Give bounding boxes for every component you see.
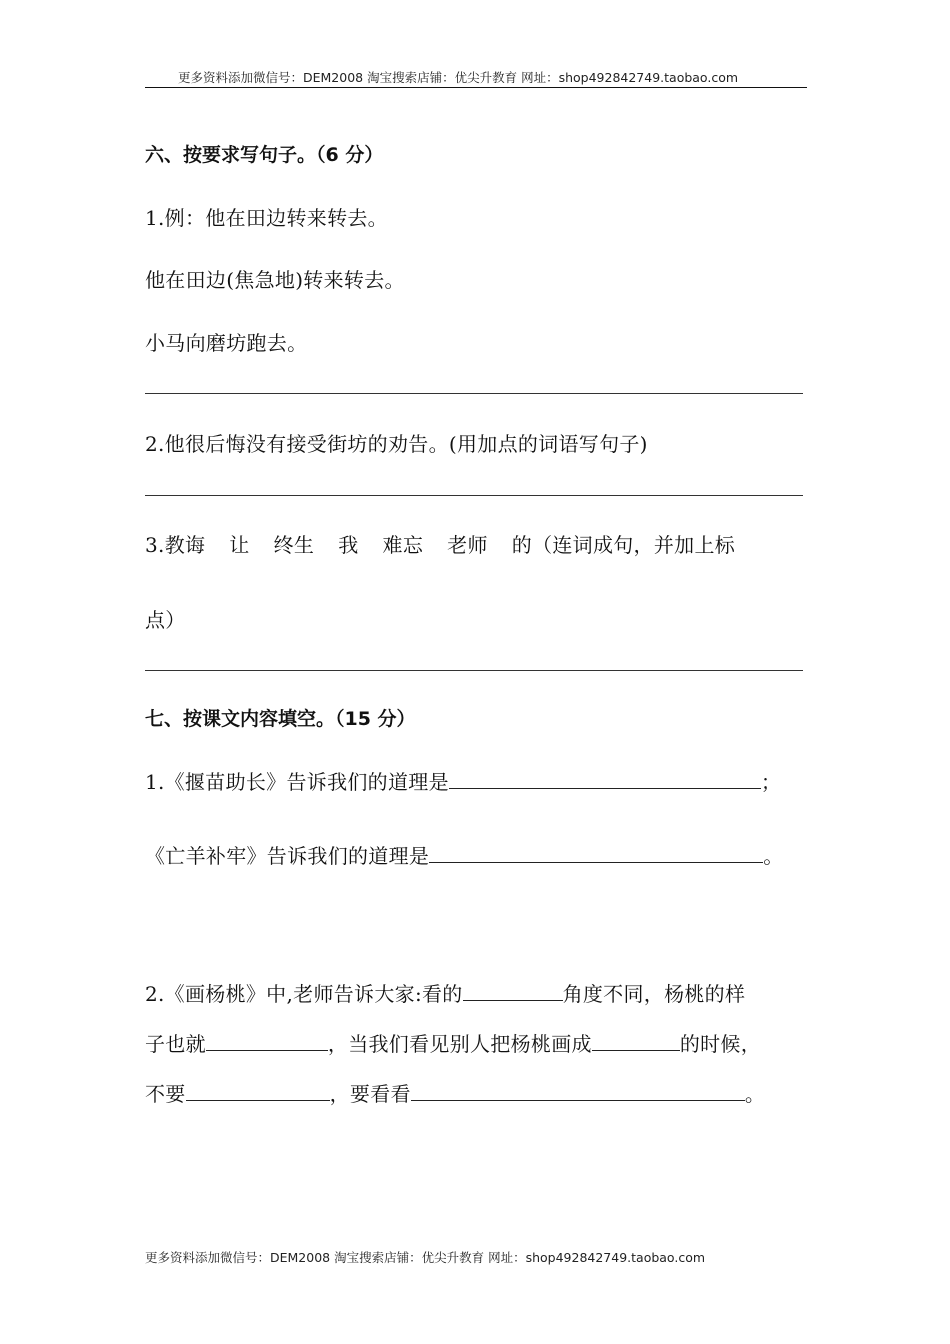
s7-q1b-blank[interactable] [429, 842, 763, 863]
s7-q2-blank-4[interactable] [186, 1080, 330, 1101]
s7-q1a-blank[interactable] [449, 768, 761, 789]
q3-word: 难忘 [382, 533, 424, 557]
q3-instruction: （连词成句，并加上标 [532, 533, 736, 557]
s7-q2-l3c: 。 [744, 1082, 766, 1106]
s7-q2-l3a: 不要 [145, 1082, 186, 1106]
s7-q2-l2a: 子也就 [145, 1032, 206, 1056]
q3-instruction-cont: 点） [145, 608, 186, 632]
s7-q1b-end: 。 [763, 844, 784, 868]
q1-example: 1.例：他在田边转来转去。 [145, 206, 388, 230]
q3-word: 我 [338, 533, 359, 557]
s7-q2-line-1 [145, 978, 745, 1007]
s7-q1a-lead: 1.《揠苗助长》告诉我们的道理是 [145, 770, 449, 794]
q1-answer-line[interactable] [145, 393, 803, 394]
section-7-title: 七、按课文内容填空。（15 分） [145, 708, 416, 730]
s7-q1-line-b [145, 840, 784, 869]
s7-q2-l1a: 2.《画杨桃》中,老师告诉大家:看的 [145, 982, 463, 1006]
section-6-title: 六、按要求写句子。（6 分） [145, 144, 384, 166]
s7-q2-l3b: ，要看看 [329, 1082, 411, 1106]
page-header: 更多资料添加微信号：DEM2008 淘宝搜索店铺：优尖升教育 网址：shop492842749.taobao.com [178, 70, 739, 85]
q1-prompt: 小马向磨坊跑去。 [145, 331, 308, 355]
q3-answer-line[interactable] [145, 670, 803, 671]
q3-number: 3. [145, 533, 165, 557]
s7-q2-blank-2[interactable] [206, 1030, 328, 1051]
header-rule [145, 87, 807, 88]
s7-q2-l1b: 角度不同，杨桃的样 [562, 982, 746, 1006]
q2-answer-line[interactable] [145, 495, 803, 496]
s7-q1a-end: ； [760, 770, 782, 794]
q3-word: 教诲 [164, 533, 206, 557]
s7-q2-blank-1[interactable] [463, 980, 563, 1001]
s7-q2-line-3 [145, 1078, 765, 1107]
s7-q2-blank-3[interactable] [592, 1030, 680, 1051]
s7-q1-line-a [145, 766, 781, 795]
q3-prompt [145, 529, 735, 558]
q3-word: 终生 [273, 533, 315, 557]
s7-q1b-lead: 《亡羊补牢》告诉我们的道理是 [145, 844, 430, 868]
s7-q2-blank-5[interactable] [411, 1080, 745, 1101]
s7-q2-line-2 [145, 1028, 761, 1057]
s7-q2-l2c: 的时候， [679, 1032, 762, 1056]
q3-word: 的 [511, 533, 533, 557]
q3-word: 让 [229, 533, 250, 557]
s7-q2-l2b: ，当我们看见别人把杨桃画成 [327, 1032, 592, 1056]
q2-prompt: 2.他很后悔没有接受街坊的劝告。(用加点的词语写句子) [145, 432, 648, 456]
page-footer: 更多资料添加微信号：DEM2008 淘宝搜索店铺：优尖升教育 网址：shop492842749.taobao.com [145, 1250, 706, 1265]
q3-word: 老师 [447, 533, 488, 557]
q1-model-sentence: 他在田边(焦急地)转来转去。 [145, 268, 405, 292]
